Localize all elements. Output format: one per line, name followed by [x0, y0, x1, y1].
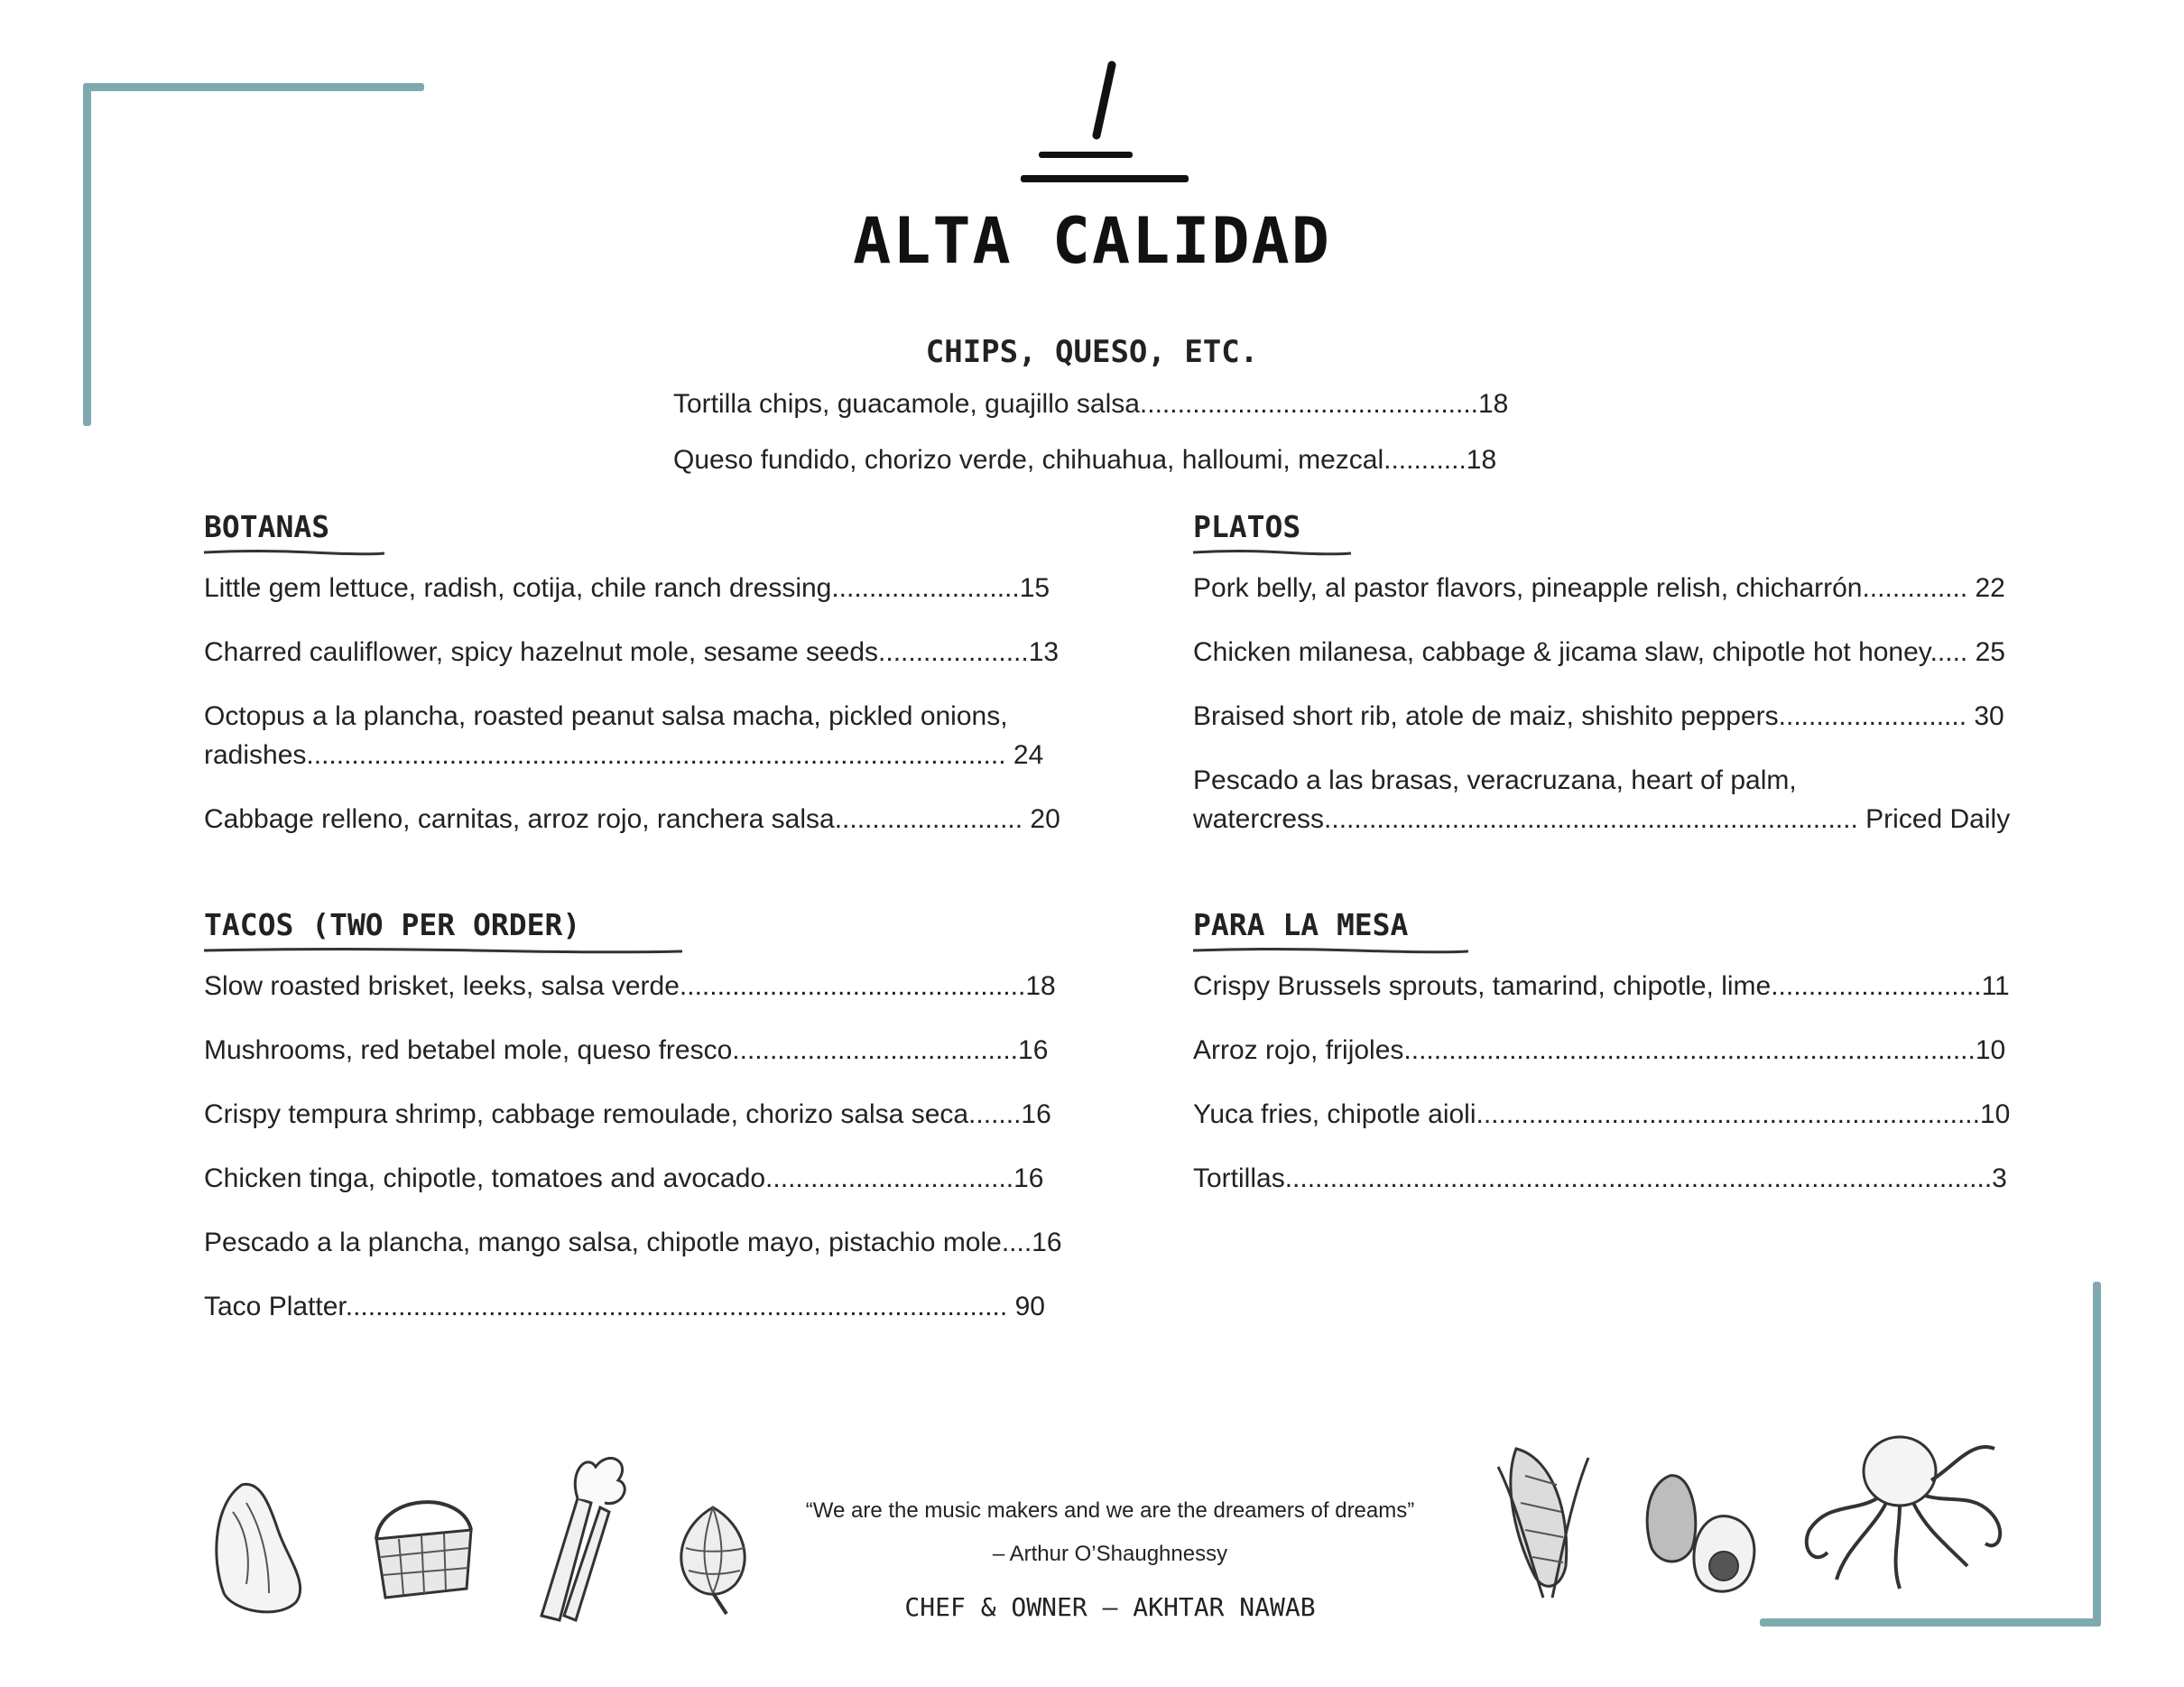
- list-item: Tortillas..............................................................................................3: [1193, 1163, 2007, 1193]
- list-item: Octopus a la plancha, roasted peanut salsa macha, pickled onions, radishes............................................................................................. 24: [204, 701, 1044, 770]
- footer-quote: “We are the music makers and we are the dreamers of dreams”: [805, 1498, 1415, 1523]
- frame-bottom-right-vertical: [2093, 1282, 2101, 1627]
- octopus-icon: [1791, 1431, 2017, 1593]
- list-item: Arroz rojo, frijoles............................................................................10: [1193, 1035, 2006, 1065]
- corn-icon: [1480, 1431, 1615, 1602]
- list-item: Slow roasted brisket, leeks, salsa verde..............................................18: [204, 971, 1056, 1001]
- basket-icon: [363, 1485, 480, 1607]
- tacos-section: [204, 905, 1085, 1351]
- list-item: Mushrooms, red betabel mole, queso fresco......................................16: [204, 1035, 1049, 1065]
- tacos-list: [204, 967, 1085, 1326]
- list-item: Taco Platter........................................................................................ 90: [204, 1292, 1045, 1321]
- frame-top-left-horizontal: [83, 83, 424, 91]
- celery-icon: [523, 1444, 641, 1625]
- list-item: Queso fundido, chorizo verde, chihuahua, halloumi, mezcal...........18: [673, 445, 1497, 475]
- para-la-mesa-section: [1193, 905, 2052, 1223]
- footer-attribution: – Arthur O’Shaughnessy: [992, 1542, 1228, 1566]
- list-item: Cabbage relleno, carnitas, arroz rojo, ranchera salsa......................... 20: [204, 804, 1060, 834]
- avocado-icon: [1638, 1467, 1760, 1602]
- brush-underline-icon: [204, 947, 682, 954]
- list-item: Pescado a las brasas, veracruzana, heart of palm, watercress....................................................................... Priced Daily: [1193, 765, 2011, 834]
- list-item: Tortilla chips, guacamole, guajillo salsa.............................................18: [673, 389, 1509, 419]
- chef-credit: CHEF & OWNER – AKHTAR NAWAB: [904, 1592, 1316, 1622]
- frame-bottom-right-horizontal: [1760, 1618, 2101, 1627]
- list-item: Braised short rib, atole de maiz, shishito peppers......................... 30: [1193, 701, 2004, 731]
- list-item: Crispy Brussels sprouts, tamarind, chipotle, lime............................11: [1193, 971, 2010, 1001]
- list-item: Yuca fries, chipotle aioli...................................................................10: [1193, 1099, 2011, 1129]
- chips-list: [673, 386, 1540, 498]
- platos-list: [1193, 569, 2052, 839]
- list-item: Pescado a la plancha, mango salsa, chipotle mayo, pistachio mole....16: [204, 1228, 1062, 1257]
- section-heading: PARA LA MESA: [1193, 907, 1409, 942]
- list-item: Little gem lettuce, radish, cotija, chile ranch dressing.........................15: [204, 573, 1050, 603]
- list-item: Crispy tempura shrimp, cabbage remoulade, chorizo salsa seca.......16: [204, 1099, 1051, 1129]
- restaurant-name: ALTA CALIDAD: [853, 204, 1331, 278]
- chips-heading: CHIPS, QUESO, ETC.: [925, 334, 1259, 370]
- list-item: Charred cauliflower, spicy hazelnut mole, sesame seeds....................13: [204, 637, 1060, 667]
- botanas-section: [204, 507, 1085, 864]
- brush-underline-icon: [204, 549, 384, 556]
- brush-underline-icon: [1193, 549, 1351, 556]
- para-la-mesa-list: [1193, 967, 2052, 1198]
- logo-mark-icon: [1015, 58, 1196, 193]
- brush-underline-icon: [1193, 947, 1468, 954]
- list-item: Pork belly, al pastor flavors, pineapple relish, chicharrón.............. 22: [1193, 573, 2005, 603]
- section-heading: BOTANAS: [204, 509, 330, 544]
- list-item: Chicken milanesa, cabbage & jicama slaw, chipotle hot honey..... 25: [1193, 637, 2005, 667]
- section-heading: TACOS (TWO PER ORDER): [204, 907, 581, 942]
- list-item: Chicken tinga, chipotle, tomatoes and avocado.................................16: [204, 1163, 1044, 1193]
- botanas-list: [204, 569, 1085, 839]
- oyster-icon: [206, 1476, 312, 1620]
- platos-section: [1193, 507, 2052, 864]
- section-heading: PLATOS: [1193, 509, 1301, 544]
